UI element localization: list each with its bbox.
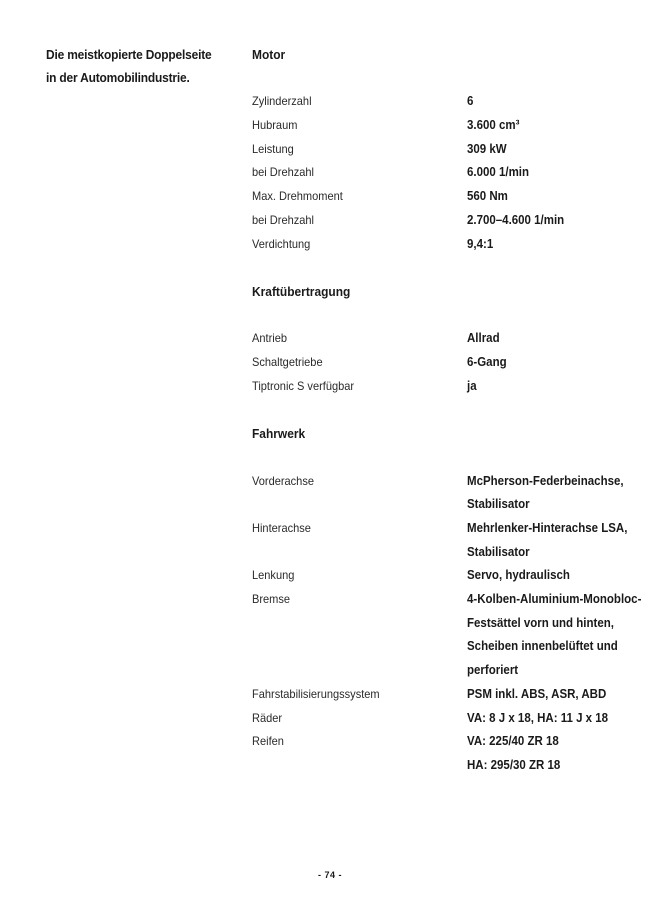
spec-value: ja xyxy=(467,378,477,393)
spec-value: 3.600 cm³ xyxy=(467,118,520,133)
spec-label: Bremse xyxy=(252,592,291,607)
spec-row-drehmoment xyxy=(252,185,652,209)
spec-label: Schaltgetriebe xyxy=(252,355,323,370)
spec-value: 309 kW xyxy=(467,141,507,156)
spec-table xyxy=(252,43,652,778)
section-title-fahrwerk: Fahrwerk xyxy=(252,426,306,442)
spec-label: Max. Drehmoment xyxy=(252,189,343,204)
spec-label: Vorderachse xyxy=(252,473,314,488)
spec-value: 2.700–4.600 1/min xyxy=(467,212,565,227)
spec-row-leistung xyxy=(252,138,652,162)
spec-value: McPherson-Federbeinachse, xyxy=(467,473,624,488)
spec-value: PSM inkl. ABS, ASR, ABD xyxy=(467,686,607,701)
spec-row-reifen xyxy=(252,730,652,777)
spec-label: Hinterachse xyxy=(252,520,311,535)
spec-value: Festsättel vorn und hinten, xyxy=(467,615,614,630)
spec-row-hubraum xyxy=(252,114,652,138)
intro-heading xyxy=(46,43,230,89)
spec-row-fahrstabilisierung xyxy=(252,683,652,707)
spec-row-antrieb xyxy=(252,327,652,351)
section-title-motor: Motor xyxy=(252,47,286,62)
spec-value: 9,4:1 xyxy=(467,236,494,251)
spec-label: Räder xyxy=(252,710,283,725)
spec-row-zylinderzahl xyxy=(252,90,652,114)
section-title-kraftuebertragung: Kraftübertragung xyxy=(252,283,351,299)
spec-row-verdichtung xyxy=(252,233,652,257)
spec-label: Verdichtung xyxy=(252,236,311,251)
spec-value: VA: 225/40 ZR 18 xyxy=(467,734,559,749)
spec-value: Stabilisator xyxy=(467,497,530,512)
spec-label: Antrieb xyxy=(252,331,287,346)
spec-value: Scheiben innenbelüftet und xyxy=(467,639,618,654)
spec-value: VA: 8 J x 18, HA: 11 J x 18 xyxy=(467,710,609,725)
spec-row-drehzahl-drehmoment xyxy=(252,209,652,233)
spec-value: Stabilisator xyxy=(467,544,530,559)
spec-value: Servo, hydraulisch xyxy=(467,568,570,583)
spec-row-lenkung xyxy=(252,564,652,588)
spec-value: 6.000 1/min xyxy=(467,165,530,180)
spec-row-drehzahl-leistung xyxy=(252,161,652,185)
spec-label: Zylinderzahl xyxy=(252,94,312,109)
spec-value: Mehrlenker-Hinterachse LSA, xyxy=(467,520,628,535)
intro-line-2: in der Automobilindustrie. xyxy=(46,70,190,85)
spec-row-hinterachse xyxy=(252,517,652,564)
spec-value: Allrad xyxy=(467,331,500,346)
spec-label: Lenkung xyxy=(252,568,295,583)
spec-label: Leistung xyxy=(252,141,294,156)
spec-row-tiptronic xyxy=(252,375,652,399)
spec-row-schaltgetriebe xyxy=(252,351,652,375)
spec-value: 6 xyxy=(467,94,474,109)
page-number: - 74 - xyxy=(317,870,342,880)
spec-value: HA: 295/30 ZR 18 xyxy=(467,757,561,772)
intro-line-1: Die meistkopierte Doppelseite xyxy=(46,47,212,62)
spec-row-raeder xyxy=(252,707,652,731)
spec-value: 6-Gang xyxy=(467,355,507,370)
spec-label: Reifen xyxy=(252,734,284,749)
spec-value: 560 Nm xyxy=(467,189,508,204)
spec-row-bremse xyxy=(252,588,652,683)
spec-label: bei Drehzahl xyxy=(252,165,314,180)
spec-label: bei Drehzahl xyxy=(252,212,314,227)
spec-value: 4-Kolben-Aluminium-Monobloc- xyxy=(467,592,642,607)
spec-row-vorderachse xyxy=(252,470,652,517)
spec-label: Hubraum xyxy=(252,118,298,133)
spec-value: perforiert xyxy=(467,663,519,678)
spec-label: Tiptronic S verfügbar xyxy=(252,378,355,393)
spec-label: Fahrstabilisierungssystem xyxy=(252,686,380,701)
